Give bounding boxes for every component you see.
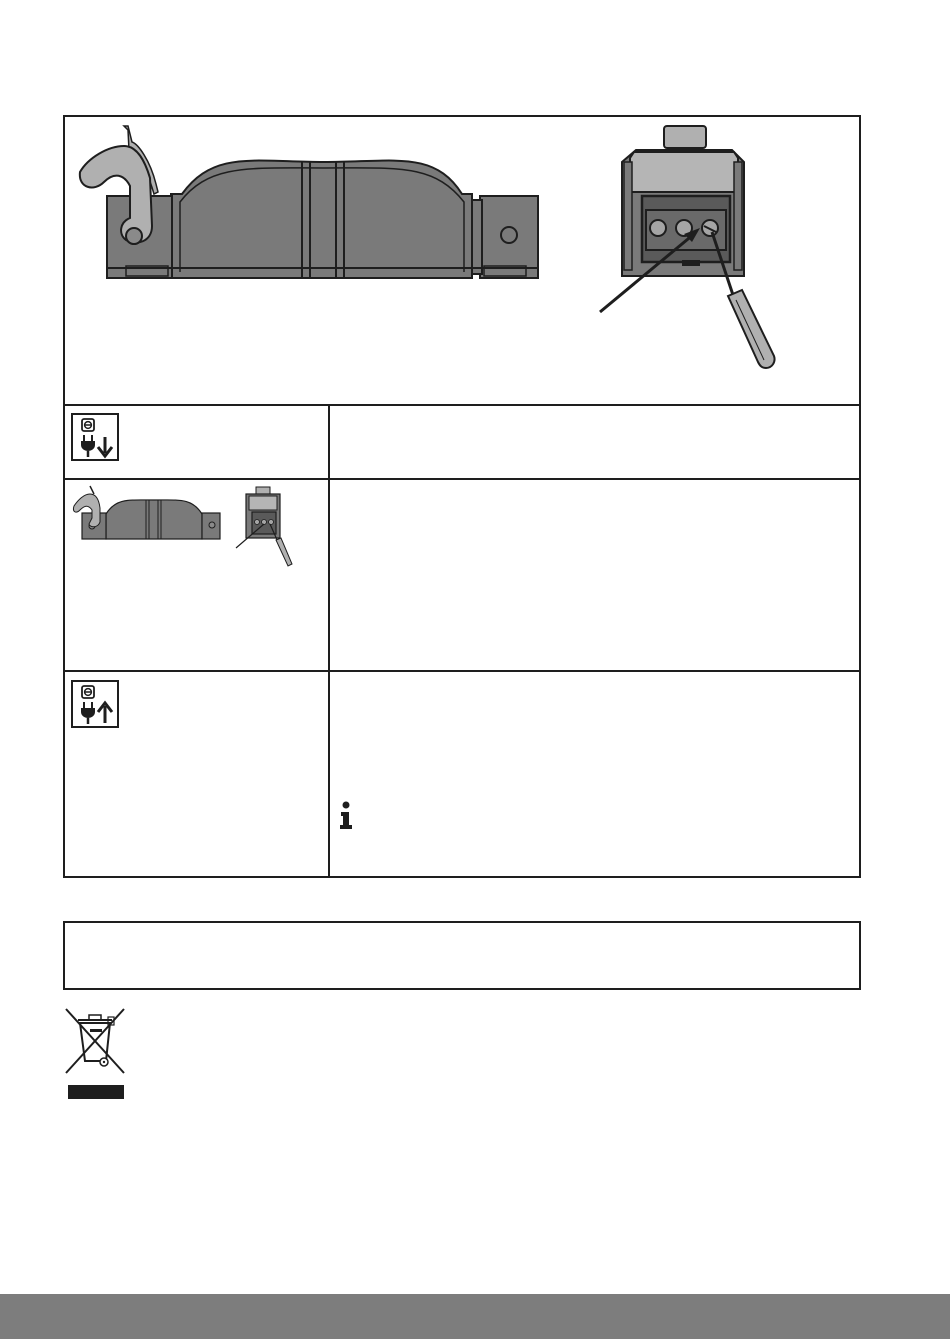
plug-disconnect-icon — [71, 413, 119, 461]
side-view-illustration — [74, 122, 544, 282]
footer-bar — [0, 1294, 950, 1339]
terminal-front-view-illustration — [596, 122, 786, 372]
row-divider — [63, 670, 861, 672]
thumbnail-illustration — [72, 484, 302, 572]
column-divider — [328, 404, 330, 878]
row-divider — [63, 478, 861, 480]
info-icon — [337, 800, 357, 832]
row-divider — [63, 404, 861, 406]
notice-box — [63, 921, 861, 990]
plug-connect-icon — [71, 680, 119, 728]
crossed-out-wheelie-bin-icon — [62, 1005, 128, 1101]
